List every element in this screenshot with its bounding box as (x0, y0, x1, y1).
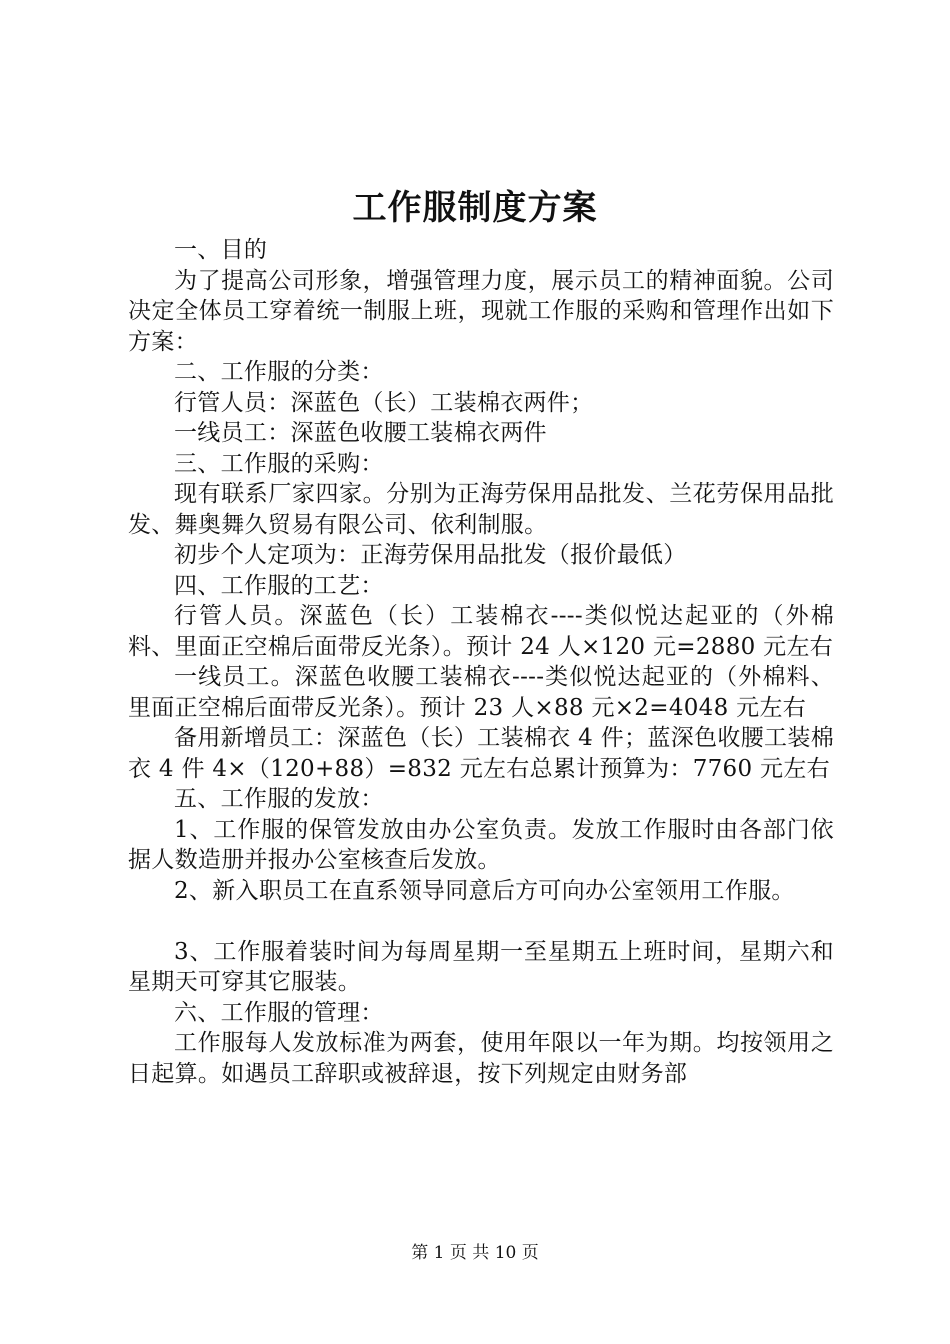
paragraph-spare-budget: 备用新增员工：深蓝色（长）工装棉衣 4 件；蓝深色收腰工装棉衣 4 件 4×（120+88）=832 元左右总累计预算为：7760 元左右 (128, 725, 834, 782)
paragraph-distribution-3: 3、工作服着装时间为每周星期一至星期五上班时间，星期六和星期天可穿其它服装。 (128, 938, 834, 995)
document-body (128, 235, 834, 1089)
section-heading-management: 六、工作服的管理： (174, 999, 384, 1026)
section-heading-craft: 四、工作服的工艺： (174, 572, 384, 599)
document-title: 工作服制度方案 (352, 188, 598, 228)
section-heading-purpose: 一、目的 (174, 237, 268, 263)
paragraph-distribution-2: 2、新入职员工在直系领导同意后方可向办公室领用工作服。 (174, 877, 795, 904)
paragraph-suppliers: 现有联系厂家四家。分别为正海劳保用品批发、兰花劳保用品批发、舞奥舞久贸易有限公司、依利制服。 (128, 481, 834, 538)
section-heading-procurement: 三、工作服的采购： (174, 450, 384, 477)
paragraph-preliminary-choice: 初步个人定项为：正海劳保用品批发（报价最低） (174, 542, 687, 568)
paragraph-frontline-staff: 一线员工：深蓝色收腰工装棉衣两件 (174, 420, 547, 446)
paragraph-management: 工作服每人发放标准为两套，使用年限以一年为期。均按领用之日起算。如遇员工辞职或被辞退，按下列规定由财务部 (128, 1030, 834, 1087)
paragraph-purpose: 为了提高公司形象，增强管理力度，展示员工的精神面貌。公司决定全体员工穿着统一制服上班，现就工作服的采购和管理作出如下方案： (128, 267, 834, 355)
paragraph-admin-staff: 行管人员：深蓝色（长）工装棉衣两件； (174, 389, 594, 416)
page-footer: 第 1 页 共 10 页 (411, 1243, 539, 1263)
paragraph-distribution-1: 1、工作服的保管发放由办公室负责。发放工作服时由各部门依据人数造册并报办公室核查后发放。 (128, 816, 834, 873)
paragraph-frontline-craft: 一线员工。深蓝色收腰工装棉衣----类似悦达起亚的（外棉料、里面正空棉后面带反光条）。预计 23 人×88 元×2=4048 元左右 (128, 664, 834, 721)
section-heading-distribution: 五、工作服的发放： (174, 786, 384, 812)
section-heading-classification: 二、工作服的分类： (174, 359, 384, 385)
paragraph-admin-craft: 行管人员。深蓝色（长）工装棉衣----类似悦达起亚的（外棉料、里面正空棉后面带反光条）。预计 24 人×120 元=2880 元左右 (128, 603, 834, 660)
